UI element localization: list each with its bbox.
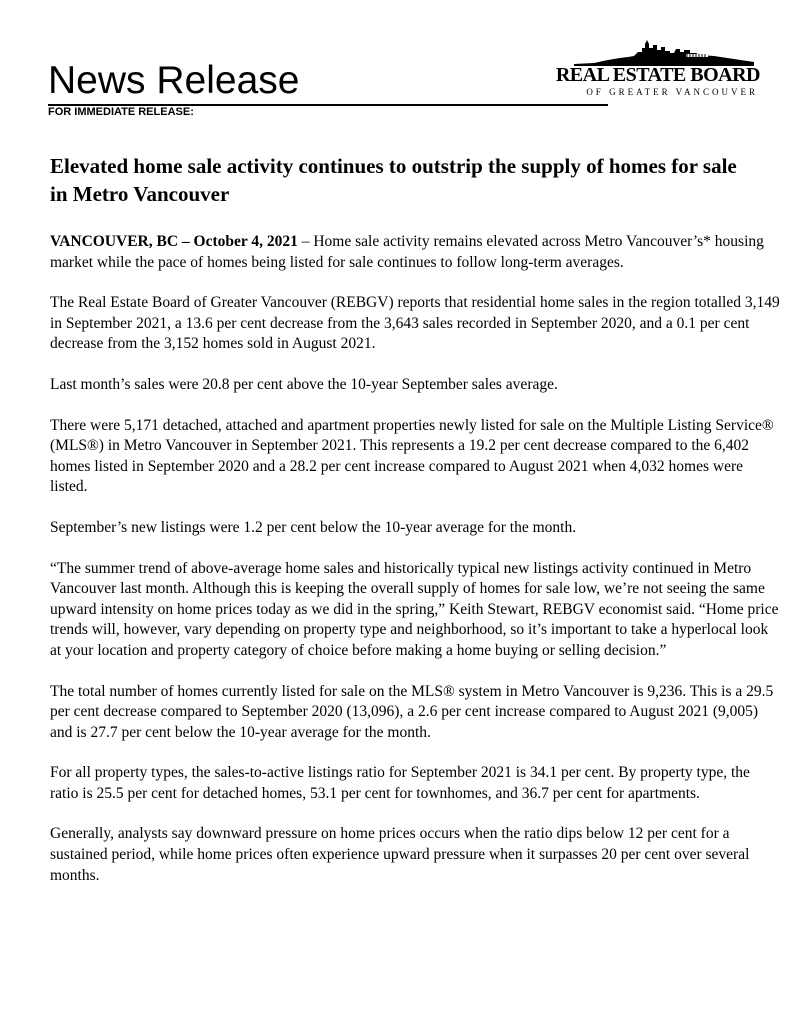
release-notice: FOR IMMEDIATE RELEASE: — [48, 106, 194, 118]
logo-tagline: OF GREATER VANCOUVER — [586, 87, 758, 97]
paragraph-sales: The Real Estate Board of Greater Vancouver (REBGV) reports that residential home sales in the region totalled 3,149 in September 2021, a 13.6 per cent decrease from the 3,643 sales recorded in September 2020, and a 0.1 per cent decrease from the 3,152 homes sold in August 2021. — [50, 294, 780, 353]
paragraph-ratio: For all property types, the sales-to-active listings ratio for September 2021 is 34.1 per cent. By property type, the ratio is 25.5 per cent for detached homes, 53.1 per cent for townhomes, and 36.7 per cent for apartments. — [50, 764, 750, 802]
paragraph-sales-average: Last month’s sales were 20.8 per cent above the 10-year September sales average. — [50, 375, 558, 393]
lead-text: – Home sale activity remains elevated across Metro Vancouver’s* housing market while the pace of homes being listed for sale continues to follow long-term averages. — [50, 233, 764, 271]
page-header — [48, 40, 760, 120]
headline: Elevated home sale activity continues to outstrip the supply of homes for sale in Metro Vancouver — [50, 154, 737, 206]
rebgv-logo — [555, 40, 760, 102]
paragraph-new-listings: There were 5,171 detached, attached and apartment properties newly listed for sale on the Multiple Listing Service® (MLS®) in Metro Vancouver in September 2021. This represents a 19.2 per cent decrease compared to the 6,402 homes listed in September 2020 and a 28.2 per cent increase compared to August 2021 when 4,032 homes were listed. — [50, 416, 774, 496]
page-title: News Release — [48, 59, 300, 102]
paragraph-listings-average: September’s new listings were 1.2 per cent below the 10-year average for the month. — [50, 518, 577, 536]
paragraph-total-listings: The total number of homes currently listed for sale on the MLS® system in Metro Vancouver is 9,236. This is a 29.5 per cent decrease compared to September 2020 (13,096), a 2.6 per cent increase compared to August 2021 (9,005) and is 27.7 per cent below the 10-year average for the month. — [50, 682, 774, 741]
city-skyline-icon — [574, 40, 754, 66]
logo-name: REAL ESTATE BOARD — [555, 64, 760, 86]
dateline: VANCOUVER, BC – October 4, 2021 — [50, 233, 298, 250]
paragraph-analysts: Generally, analysts say downward pressure on home prices occurs when the ratio dips below 12 per cent for a sustained period, while home prices often experience upward pressure when it surpasses 20 per cent over several months. — [50, 825, 750, 884]
paragraph-quote: “The summer trend of above-average home sales and historically typical new listings activity continued in Metro Vancouver last month. Although this is keeping the overall supply of homes for sale low, we’re not seeing the same upward intensity on home prices today as we did in the spring,” Keith Stewart, REBGV economist said. “Home price trends will, however, vary depending on property type and neighborhood, so it’s important to take a hyperlocal look at your location and property category of choice before making a home buying or selling decision.” — [50, 559, 779, 659]
article-body — [50, 232, 780, 906]
paragraph-lead — [50, 232, 780, 273]
